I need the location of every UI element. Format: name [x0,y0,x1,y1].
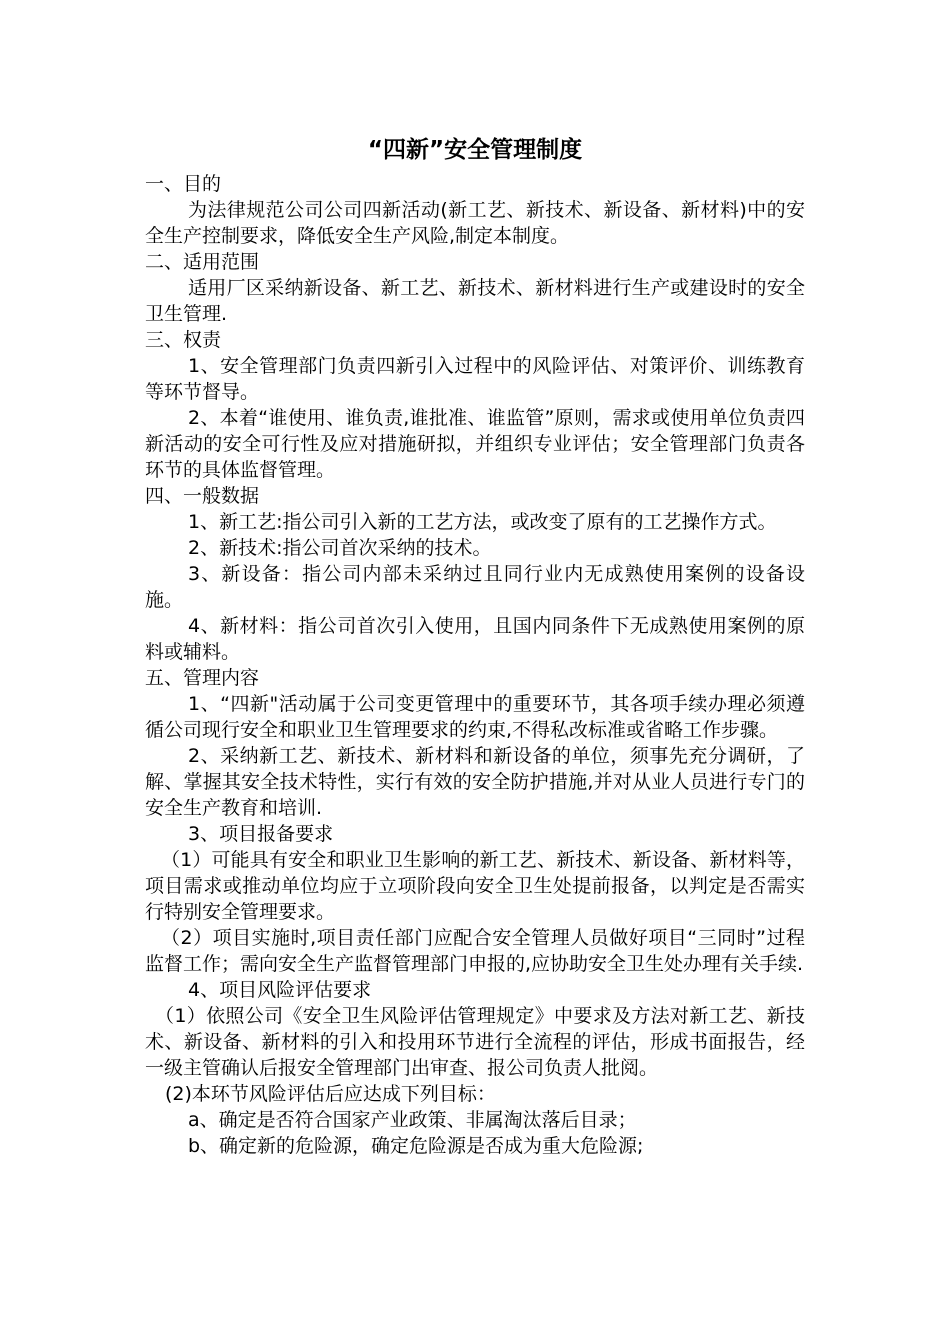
paragraph: (2)本环节风险评估后应达成下列目标： [165,1083,496,1105]
paragraph: 4、新材料：指公司首次引入使用，且国内同条件下无成熟使用案例的原料或辅料。 [145,615,805,663]
subsection-heading: 4、项目风险评估要求 [188,979,372,1001]
subsection-heading: 3、项目报备要求 [188,823,334,845]
list-item: b、确定新的危险源，确定危险源是否成为重大危险源; [188,1135,644,1157]
paragraph: 1、安全管理部门负责四新引入过程中的风险评估、对策评价、训练教育等环节督导。 [145,355,805,403]
paragraph: 1、“四新"活动属于公司变更管理中的重要环节，其各项手续办理必须遵循公司现行安全和职业卫生管理要求的约束,不得私改标准或省略工作步骤。 [145,693,805,741]
document-title: “四新”安全管理制度 [367,137,583,163]
document-body [145,171,805,1159]
section-heading-responsibilities: 三、权责 [145,329,222,351]
paragraph: （1）依照公司《安全卫生风险评估管理规定》中要求及方法对新工艺、新技术、新设备、新材料的引入和投用环节进行全流程的评估，形成书面报告，经一级主管确认后报安全管理部门出审查、报公司负责人批阅。 [145,1005,805,1079]
paragraph: 2、采纳新工艺、新技术、新材料和新设备的单位，须事先充分调研，了解、掌握其安全技术特性，实行有效的安全防护措施,并对从业人员进行专门的安全生产教育和培训. [145,745,805,819]
paragraph: 1、新工艺:指公司引入新的工艺方法，或改变了原有的工艺操作方式。 [188,511,777,533]
section-heading-management: 五、管理内容 [145,667,260,689]
paragraph: 适用厂区采纳新设备、新工艺、新技术、新材料进行生产或建设时的安全卫生管理. [145,277,805,325]
paragraph: （1）可能具有安全和职业卫生影响的新工艺、新技术、新设备、新材料等，项目需求或推动单位均应于立项阶段向安全卫生处提前报备，以判定是否需实行特别安全管理要求。 [145,849,805,923]
section-heading-definitions: 四、一般数据 [145,485,260,507]
list-item: a、确定是否符合国家产业政策、非属淘汰落后目录； [188,1109,637,1131]
section-heading-purpose: 一、目的 [145,173,222,195]
paragraph: 2、新技术:指公司首次采纳的技术。 [188,537,492,559]
paragraph: 为法律规范公司公司四新活动(新工艺、新技术、新设备、新材料)中的安全生产控制要求，降低安全生产风险,制定本制度。 [145,199,805,247]
paragraph: 2、本着“谁使用、谁负责,谁批准、谁监管”原则，需求或使用单位负责四新活动的安全可行性及应对措施研拟，并组织专业评估；安全管理部门负责各环节的具体监督管理。 [145,407,805,481]
paragraph: （2）项目实施时,项目责任部门应配合安全管理人员做好项目“三同时”过程监督工作；需向安全生产监督管理部门申报的,应协助安全卫生处办理有关手续. [145,927,805,975]
section-heading-scope: 二、适用范围 [145,251,260,273]
paragraph: 3、新设备：指公司内部未采纳过且同行业内无成熟使用案例的设备设施。 [145,563,805,611]
